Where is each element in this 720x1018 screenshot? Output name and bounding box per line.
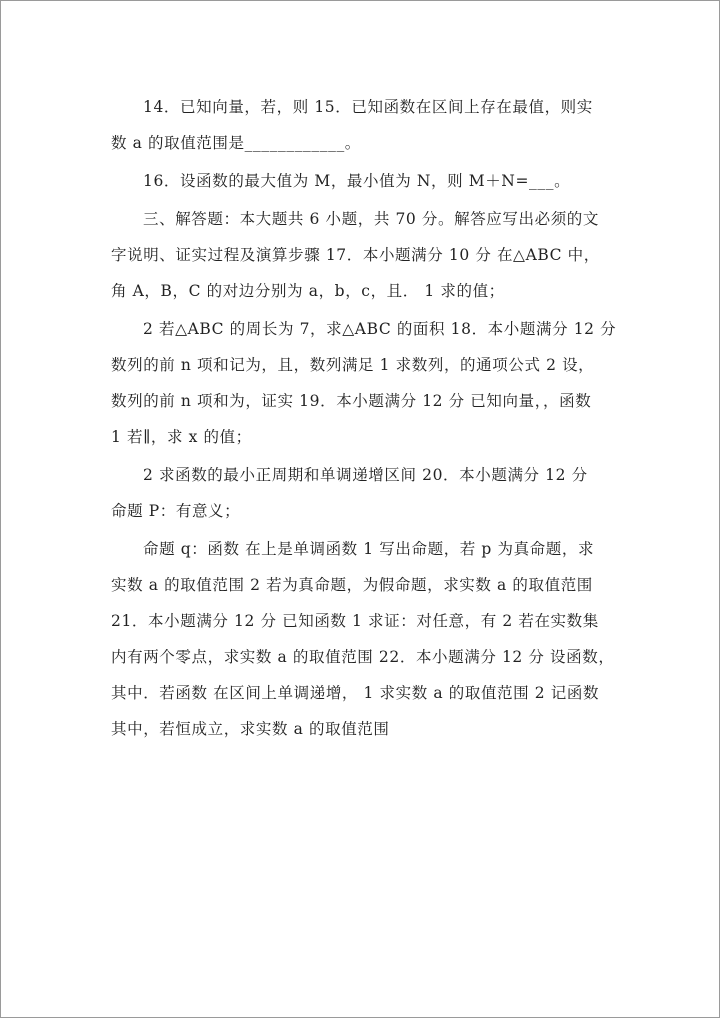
text-line: 三、解答题：本大题共 6 小题，共 70 分。解答应写出必须的文 xyxy=(143,210,599,228)
paragraph-q17-q19 xyxy=(111,311,617,455)
text-line: 16．设函数的最大值为 M，最小值为 N，则 M＋N=___。 xyxy=(143,172,571,190)
text-line: 内有两个零点，求实数 a 的取值范围 22．本小题满分 12 分 设函数， xyxy=(111,648,615,666)
text-line: 角 A，B，C 的对边分别为 a，b，c，且． 1 求的值； xyxy=(111,282,505,300)
text-line: 命题 q：函数 在上是单调函数 1 写出命题，若 p 为真命题，求 xyxy=(143,540,595,558)
text-line: 2 求函数的最小正周期和单调递增区间 20．本小题满分 12 分 xyxy=(143,466,588,484)
document-body xyxy=(111,89,617,747)
text-line: 数列的前 n 项和记为，且，数列满足 1 求数列，的通项公式 2 设， xyxy=(111,356,595,374)
text-line: 命题 P：有意义； xyxy=(111,502,241,520)
text-line: 字说明、证实过程及演算步骤 17．本小题满分 10 分 在△ABC 中， xyxy=(111,246,600,264)
text-line: 数列的前 n 项和为，证实 19．本小题满分 12 分 已知向量，，函数 xyxy=(111,392,592,410)
text-line: 21．本小题满分 12 分 已知函数 1 求证：对任意，有 2 若在实数集 xyxy=(111,612,599,630)
text-line: 14．已知向量，若，则 15．已知函数在区间上存在最值，则实 xyxy=(143,98,593,116)
text-line: 实数 a 的取值范围 2 若为真命题，为假命题，求实数 a 的取值范围 xyxy=(111,576,593,594)
text-line: 1 若∥，求 x 的值； xyxy=(111,428,252,446)
paragraph-q19-q20 xyxy=(111,457,611,529)
text-line: 2 若△ABC 的周长为 7，求△ABC 的面积 18．本小题满分 12 分 xyxy=(143,320,617,338)
paragraph-section-three xyxy=(111,201,611,309)
paragraph-q16 xyxy=(111,163,611,199)
text-line: 数 a 的取值范围是____________。 xyxy=(111,134,361,152)
text-line: 其中．若函数 在区间上单调递增， 1 求实数 a 的取值范围 2 记函数 xyxy=(111,684,600,702)
paragraph-q14-q15 xyxy=(111,89,611,161)
text-line: 其中，若恒成立，求实数 a 的取值范围 xyxy=(111,720,390,738)
paragraph-q20-q22 xyxy=(111,531,615,747)
